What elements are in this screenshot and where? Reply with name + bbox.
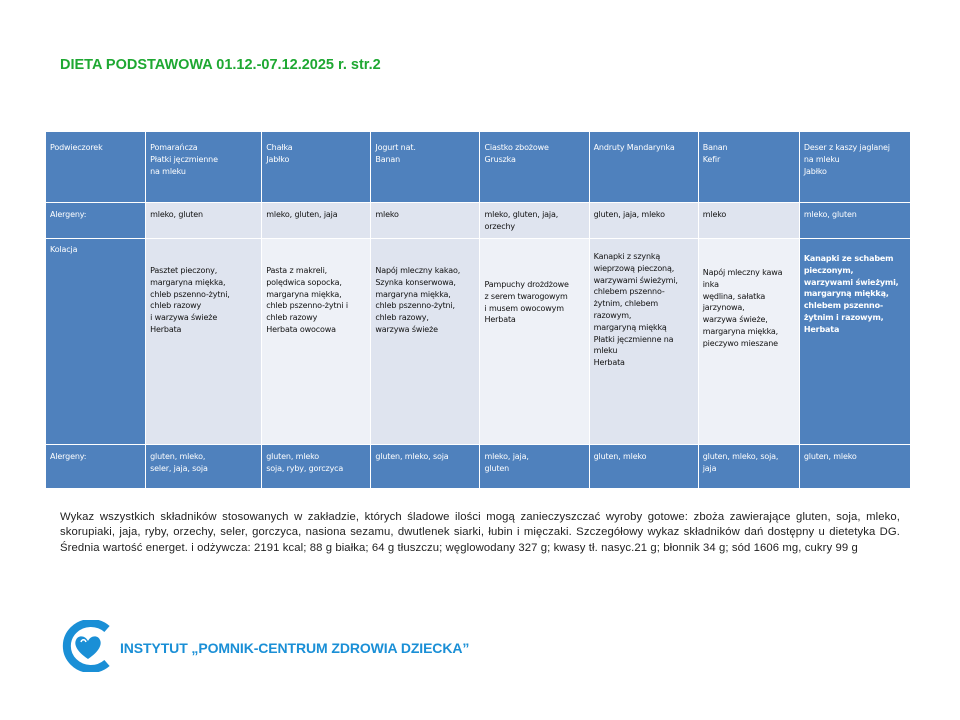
page-title: DIETA PODSTAWOWA 01.12.-07.12.2025 r. str.2 (60, 57, 381, 73)
alergeny-2-day-7: gluten, mleko (800, 445, 910, 488)
row-label-alergeny-1: Alergeny: (46, 203, 145, 238)
alergeny-2-day-3: gluten, mleko, soja (371, 445, 479, 488)
heart-c-logo-icon (58, 620, 116, 672)
row-alergeny-1 (46, 203, 910, 238)
alergeny-1-day-6: mleko (699, 203, 799, 238)
alergeny-2-day-4: mleko, jaja, gluten (480, 445, 588, 488)
alergeny-2-day-5: gluten, mleko (590, 445, 698, 488)
alergeny-2-day-6: gluten, mleko, soja, jaja (699, 445, 799, 488)
kolacja-day-2: Pasta z makreli, polędwica sopocka, margaryna miękka, chleb pszenno-żytni i chleb razowy Herbata owocowa (262, 239, 370, 444)
alergeny-1-day-3: mleko (371, 203, 479, 238)
kolacja-day-7: Kanapki ze schabem pieczonym, warzywami świeżymi, margaryną miękką, chlebem pszenno- żytnim i razowym, Herbata (800, 239, 910, 444)
podwieczorek-day-5: Andruty Mandarynka (590, 132, 698, 202)
alergeny-1-day-2: mleko, gluten, jaja (262, 203, 370, 238)
podwieczorek-day-3: Jogurt nat. Banan (371, 132, 479, 202)
alergeny-1-day-5: gluten, jaja, mleko (590, 203, 698, 238)
row-label-podwieczorek: Podwieczorek (46, 132, 145, 202)
diet-table (45, 131, 911, 489)
institute-logo (58, 620, 478, 672)
row-alergeny-2 (46, 445, 910, 488)
kolacja-day-6: Napój mleczny kawa inka wędlina, sałatka jarzynowa, warzywa świeże, margaryna miękka, pieczywo mieszane (699, 239, 799, 444)
row-label-kolacja: Kolacja (46, 239, 145, 444)
alergeny-1-day-7: mleko, gluten (800, 203, 910, 238)
allergen-note: Wykaz wszystkich składników stosowanych w zakładzie, których śladowe ilości mogą zanieczyszczać wyroby gotowe: zboża zawierające gluten, soja, mleko, skorupiaki, jaja, ryby, orzechy, seler, gorczyca, nasiona sezamu, dwutlenek siarki, łubin i mięczaki. Szczegółowy wykaz składników dań dostępny u dietetyka DG. Średnia wartość energet. i odżywcza: 2191 kcal; 88 g białka; 64 g tłuszczu; węglowodany 327 g; kwasy tł. nasyc.21 g; błonnik 34 g; sód 1606 mg, cukry 99 g (60, 511, 900, 554)
kolacja-day-1: Pasztet pieczony, margaryna miękka, chleb pszenno-żytni, chleb razowy i warzywa świeże Herbata (146, 239, 261, 444)
podwieczorek-day-2: Chałka Jabłko (262, 132, 370, 202)
podwieczorek-day-6: Banan Kefir (699, 132, 799, 202)
podwieczorek-day-7: Deser z kaszy jaglanej na mleku Jabłko (800, 132, 910, 202)
alergeny-2-day-2: gluten, mleko soja, ryby, gorczyca (262, 445, 370, 488)
kolacja-day-4: Pampuchy drożdżowe z serem twarogowym i musem owocowym Herbata (480, 239, 588, 444)
kolacja-day-5: Kanapki z szynką wieprzową pieczoną, warzywami świeżymi, chlebem pszenno- żytnim, chlebem razowym, margaryną miękką Płatki jęczmienne na mleku Herbata (590, 239, 698, 444)
kolacja-day-3: Napój mleczny kakao, Szynka konserwowa, margaryna miękka, chleb pszenno-żytni, chleb razowy, warzywa świeże (371, 239, 479, 444)
alergeny-2-day-1: gluten, mleko, seler, jaja, soja (146, 445, 261, 488)
row-podwieczorek (46, 132, 910, 202)
alergeny-1-day-1: mleko, gluten (146, 203, 261, 238)
institute-name: INSTYTUT „POMNIK-CENTRUM ZDROWIA DZIECKA” (120, 640, 470, 656)
alergeny-1-day-4: mleko, gluten, jaja, orzechy (480, 203, 588, 238)
row-kolacja (46, 239, 910, 444)
podwieczorek-day-1: Pomarańcza Płatki jęczmienne na mleku (146, 132, 261, 202)
podwieczorek-day-4: Ciastko zbożowe Gruszka (480, 132, 588, 202)
row-label-alergeny-2: Alergeny: (46, 445, 145, 488)
